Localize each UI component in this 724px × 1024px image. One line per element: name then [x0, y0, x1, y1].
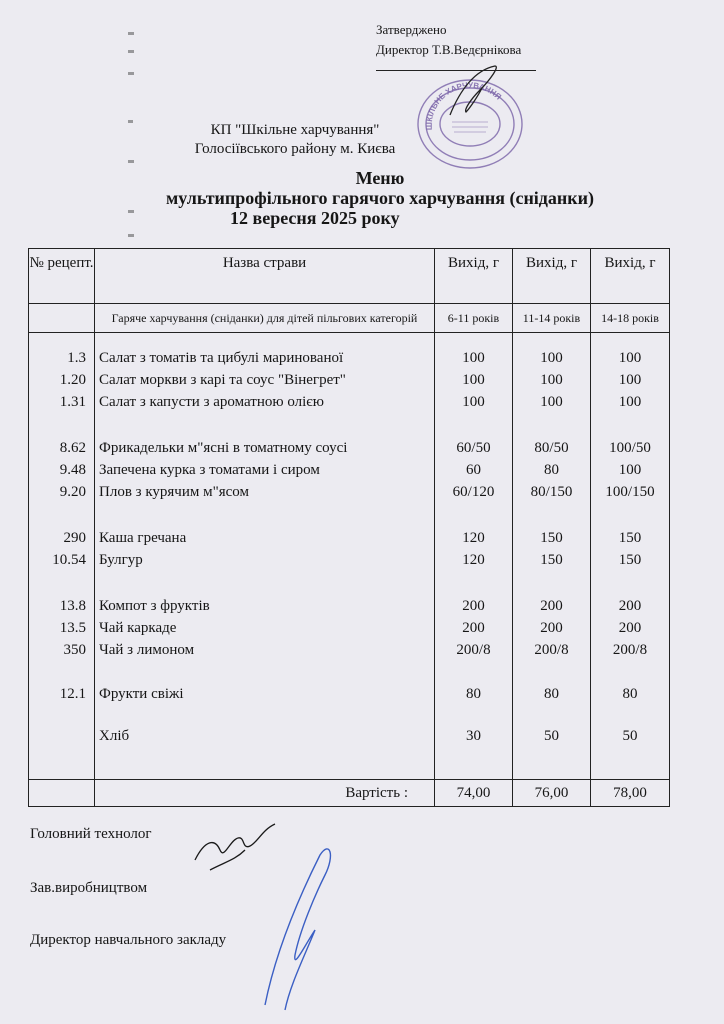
director-signature	[420, 60, 510, 120]
table-row-v2: 80	[544, 686, 559, 702]
yield-1-column	[435, 333, 513, 780]
table-row-v3: 200	[618, 620, 642, 636]
table-row-v2: 100	[540, 350, 563, 366]
organization-name	[150, 121, 440, 159]
header-dish-name: Назва страви	[95, 249, 435, 304]
title-line-1: Меню	[355, 168, 405, 188]
footer-production: Зав.виробництвом	[30, 880, 148, 896]
title-line-2: мультипрофільного гарячого харчування (сніданки)	[165, 188, 595, 208]
table-row-num: 1.31	[59, 394, 86, 410]
table-row-name: Фрукти свіжі	[99, 686, 184, 702]
table-row-v3: 100	[618, 372, 642, 388]
table-row-v1: 60	[466, 462, 481, 478]
footer-school-director: Директор навчального закладу	[30, 932, 227, 948]
total-3: 78,00	[591, 780, 670, 807]
total-1: 74,00	[435, 780, 513, 807]
table-row-v2: 80	[544, 462, 559, 478]
table-row-v1: 60/50	[456, 440, 491, 456]
table-row-name: Салат з томатів та цибулі маринованої	[99, 350, 344, 366]
table-row-name: Плов з курячим м"ясом	[99, 484, 249, 500]
table-row-v1: 80	[466, 686, 481, 702]
subheader-age-1: 6-11 років	[435, 304, 513, 333]
header-yield-2: Вихід, г	[513, 249, 591, 304]
table-row-name: Фрикадельки м"ясні в томатному соусі	[99, 440, 348, 456]
stamp-text: ШКІЛЬНЕ ХАРЧУВАННЯ	[424, 80, 503, 131]
table-row-num: 13.5	[59, 620, 86, 636]
table-row-name: Салат з капусти з ароматною олією	[99, 394, 324, 410]
total-empty	[29, 780, 95, 807]
total-label: Вартість :	[95, 780, 435, 807]
table-row-v1: 200	[462, 620, 485, 636]
subheader-empty	[29, 304, 95, 333]
table-row-v3: 200	[618, 598, 642, 614]
table-row-num: 9.20	[59, 484, 86, 500]
dish-name-column	[95, 333, 435, 780]
table-row-v3: 150	[618, 552, 642, 568]
table-row-v3: 100	[618, 350, 642, 366]
table-row-num: 1.20	[59, 372, 86, 388]
table-row-v2: 200	[540, 598, 563, 614]
table-row-v1: 120	[462, 552, 485, 568]
table-row-v3: 100/50	[609, 440, 651, 456]
approval-label: Затверджено	[376, 22, 447, 37]
table-row-v1: 200	[462, 598, 485, 614]
header-yield-3: Вихід, г	[591, 249, 670, 304]
menu-table	[28, 248, 670, 807]
table-row-num: 350	[63, 642, 86, 658]
table-row-name: Салат моркви з карі та соус "Вінегрет"	[99, 372, 346, 388]
title-date: 12 вересня 2025 року	[230, 208, 400, 228]
table-row-name: Булгур	[99, 552, 143, 568]
document-title	[100, 168, 660, 228]
table-row-v2: 150	[540, 552, 563, 568]
table-row-v2: 200	[540, 620, 563, 636]
table-row-v2: 80/50	[534, 440, 569, 456]
table-row-v3: 200/8	[612, 642, 648, 658]
table-row-num: 13.8	[59, 598, 86, 614]
approval-director: Директор Т.В.Ведєрнікова	[376, 42, 522, 57]
footer-technologist: Головний технолог	[30, 826, 152, 842]
table-row-v1: 30	[466, 728, 481, 744]
table-row-name: Запечена курка з томатами і сиром	[99, 462, 320, 478]
organization-line-1: КП "Шкільне харчування"	[210, 122, 380, 138]
table-row-num: 9.48	[59, 462, 86, 478]
table-row-v2: 100	[540, 372, 563, 388]
table-row-name: Чай каркаде	[99, 620, 177, 636]
yield-3-column	[591, 333, 670, 780]
recipe-number-column	[29, 333, 95, 780]
production-manager-signature	[245, 835, 365, 1015]
table-row-num: 12.1	[59, 686, 86, 702]
table-row-v3: 100	[618, 394, 642, 410]
organization-line-2: Голосіївського району м. Києва	[194, 141, 396, 157]
table-row-num: 1.3	[67, 350, 86, 366]
table-row-name: Чай з лимоном	[99, 642, 195, 658]
subheader-category: Гаряче харчування (сніданки) для дітей пільгових категорій	[95, 304, 435, 333]
table-row-name: Каша гречана	[99, 530, 187, 546]
table-row-v1: 100	[462, 350, 485, 366]
table-row-num: 290	[63, 530, 86, 546]
table-row-v1: 200/8	[456, 642, 491, 658]
table-row-num: 10.54	[52, 552, 86, 568]
table-row-v1: 120	[462, 530, 485, 546]
table-row-v3: 50	[622, 728, 638, 744]
table-row-v3: 100/150	[605, 484, 655, 500]
table-row-v1: 100	[462, 372, 485, 388]
header-recipe-number: № рецепт.	[29, 249, 95, 304]
total-2: 76,00	[513, 780, 591, 807]
yield-2-column	[513, 333, 591, 780]
table-row-v3: 150	[618, 530, 642, 546]
table-row-v1: 100	[462, 394, 485, 410]
table-row-name: Хліб	[99, 728, 130, 744]
table-row-num: 8.62	[59, 440, 86, 456]
table-row-v1: 60/120	[452, 484, 495, 500]
table-row-v2: 150	[540, 530, 563, 546]
table-row-v3: 100	[618, 462, 642, 478]
table-row-v2: 50	[544, 728, 559, 744]
table-row-v2: 80/150	[530, 484, 573, 500]
subheader-age-2: 11-14 років	[513, 304, 591, 333]
table-row-v3: 80	[622, 686, 638, 702]
table-row-v2: 200/8	[534, 642, 569, 658]
table-row-name: Компот з фруктів	[99, 598, 210, 614]
table-row-num	[29, 725, 94, 747]
table-row-v2: 100	[540, 394, 563, 410]
header-yield-1: Вихід, г	[435, 249, 513, 304]
subheader-age-3: 14-18 років	[591, 304, 670, 333]
